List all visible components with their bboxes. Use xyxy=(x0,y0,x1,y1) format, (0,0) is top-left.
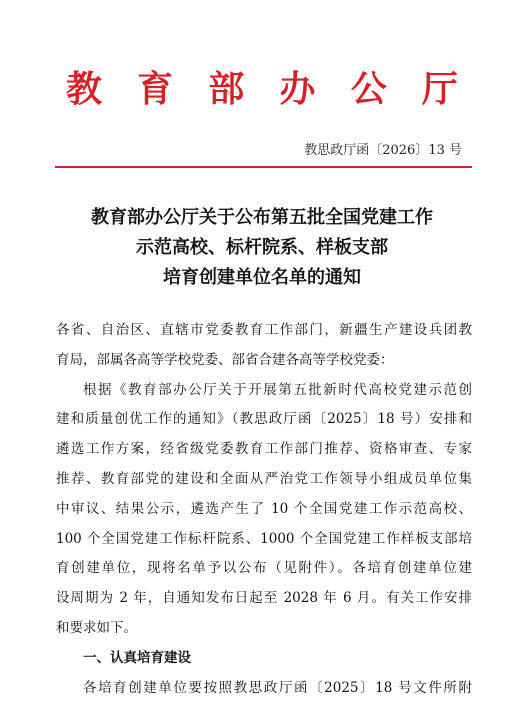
paragraph-line: 设周期为 2 年，自通知发布日起至 2028 年 6 月。有关工作安排 xyxy=(56,590,472,607)
notice-title-line: 培育创建单位名单的通知 xyxy=(163,267,361,288)
notice-title xyxy=(50,203,474,293)
issuer-title-char: 办 xyxy=(279,68,316,110)
paragraph-line: 遴选工作方案，经省级党委教育工作部门推荐、资格审查、专家 xyxy=(56,441,472,458)
paragraph-line: 育创建单位，现将名单予以公布（见附件）。各培育创建单位建 xyxy=(56,560,472,577)
document-number: 教思政厅函〔2026〕13 号 xyxy=(304,143,462,158)
section-heading: 一、认真培育建设 xyxy=(83,649,191,666)
notice-title-line: 示范高校、标杆院系、样板支部 xyxy=(136,237,388,258)
recipients-line: 育局，部属各高等学校党委、部省合建各高等学校党委： xyxy=(56,351,394,368)
paragraph-line: 和要求如下。 xyxy=(56,619,137,636)
issuer-title-char: 厅 xyxy=(421,68,458,110)
paragraph-line: 根据《教育部办公厅关于开展第五批新时代高校党建示范创 xyxy=(83,381,472,398)
issuer-title-char: 公 xyxy=(350,68,387,110)
notice-title-line: 教育部办公厅关于公布第五批全国党建工作 xyxy=(91,207,433,228)
issuer-title-char: 部 xyxy=(208,68,245,110)
issuer-title xyxy=(60,64,464,114)
issuer-title-char: 育 xyxy=(137,68,174,110)
paragraph-line: 推荐、教育部党的建设和全面从严治党工作领导小组成员单位集 xyxy=(56,470,472,487)
document-body xyxy=(56,316,472,703)
paragraph-line: 建和质量创优工作的通知》（教思政厅函〔2025〕18 号）安排和 xyxy=(56,411,472,428)
issuer-title-char: 教 xyxy=(65,68,102,110)
header-divider xyxy=(55,166,472,168)
paragraph-line: 100 个全国党建工作标杆院系、1000 个全国党建工作样板支部培 xyxy=(56,530,472,547)
recipients-line: 各省、自治区、直辖市党委教育工作部门，新疆生产建设兵团教 xyxy=(56,322,472,338)
paragraph-line: 各培育创建单位要按照教思政厅函〔2025〕18 号文件所附 xyxy=(83,679,472,696)
paragraph-line: 中审议、结果公示，遴选产生了 10 个全国党建工作示范高校、 xyxy=(56,500,472,517)
